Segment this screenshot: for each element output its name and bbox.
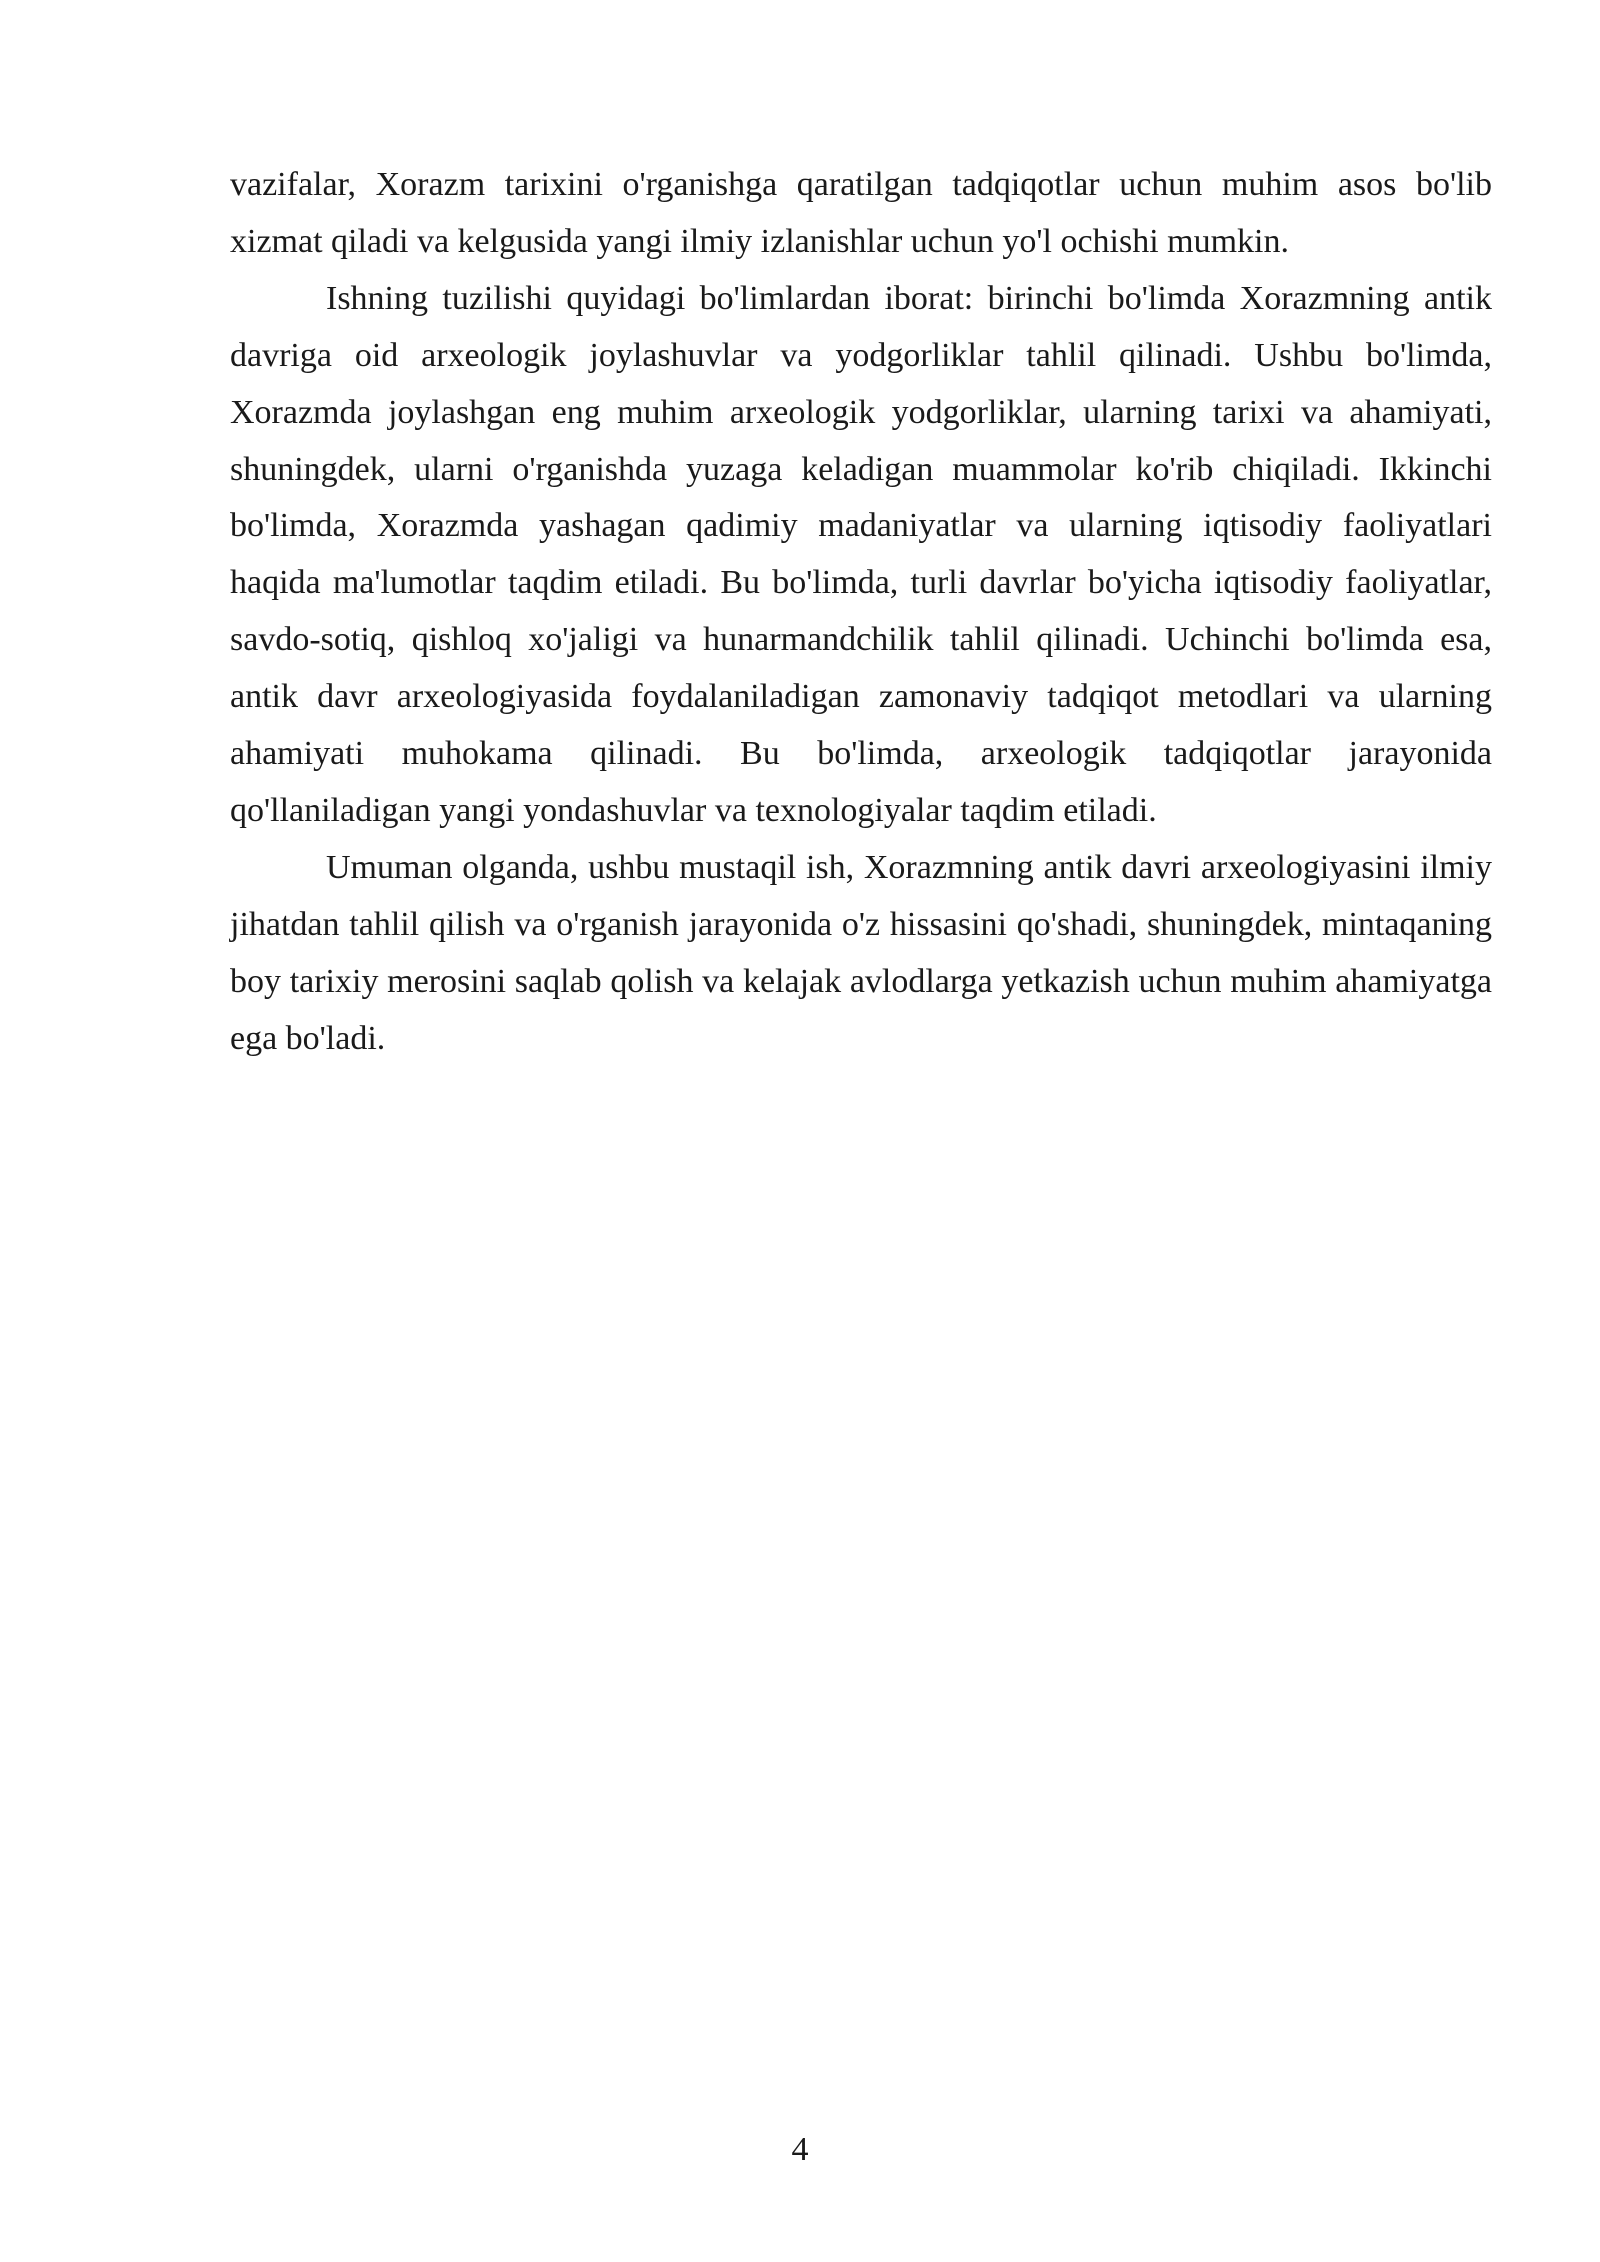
document-body bbox=[230, 157, 1492, 1068]
page-number: 4 bbox=[791, 2131, 809, 2168]
paragraph-structure: Ishning tuzilishi quyidagi bo'limlardan iborat: birinchi bo'limda Xorazmning antik davriga oid arxeologik joylashuvlar va yodgorliklar tahlil qilinadi. Ushbu bo'limda, Xorazmda joylashgan eng muhim arxeologik yodgorliklar, ularning tarixi va ahamiyati, shuningdek, ularni o'rganishda yuzaga keladigan muammolar ko'rib chiqiladi. Ikkinchi bo'limda, Xorazmda yashagan qadimiy madaniyatlar va ularning iqtisodiy faoliyatlari haqida ma'lumotlar taqdim etiladi. Bu bo'limda, turli davrlar bo'yicha iqtisodiy faoliyatlar, savdo-sotiq, qishloq xo'jaligi va hunarmandchilik tahlil qilinadi. Uchinchi bo'limda esa, antik davr arxeologiyasida foydalaniladigan zamonaviy tadqiqot metodlari va ularning ahamiyati muhokama qilinadi. Bu bo'limda, arxeologik tadqiqotlar jarayonida qo'llaniladigan yangi yondashuvlar va texnologiyalar taqdim etiladi. bbox=[230, 279, 1492, 829]
paragraph-conclusion: Umuman olganda, ushbu mustaqil ish, Xorazmning antik davri arxeologiyasini ilmiy jihatdan tahlil qilish va o'rganish jarayonida o'z hissasini qo'shadi, shuningdek, mintaqaning boy tarixiy merosini saqlab qolish va kelajak avlodlarga yetkazish uchun muhim ahamiyatga ega bo'ladi. bbox=[230, 848, 1492, 1057]
paragraph-continuation: vazifalar, Xorazm tarixini o'rganishga qaratilgan tadqiqotlar uchun muhim asos bo'lib xizmat qiladi va kelgusida yangi ilmiy izlanishlar uchun yo'l ochishi mumkin. bbox=[230, 166, 1492, 260]
